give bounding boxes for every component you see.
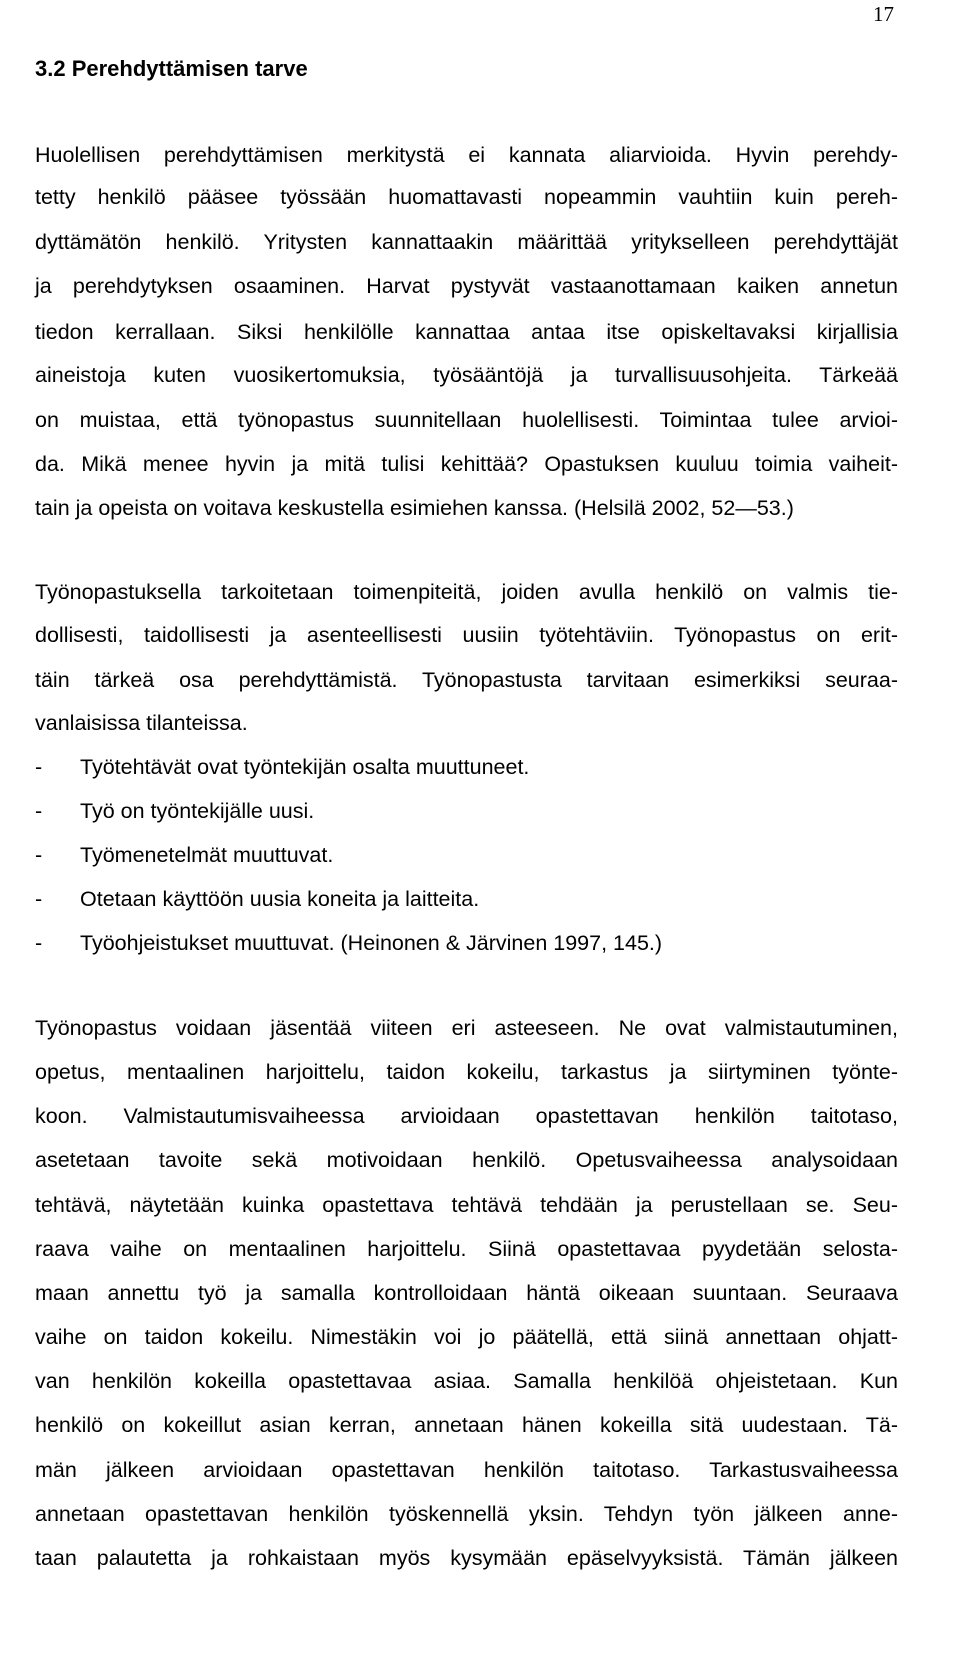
paragraph-line: tehtävä, näytetään kuinka opastettava tehtävä tehdään ja perustellaan se. Seu-: [35, 1193, 898, 1217]
paragraph-line: opetus, mentaalinen harjoittelu, taidon kokeilu, tarkastus ja siirtyminen työnte-: [35, 1060, 898, 1084]
paragraph-line: van henkilön kokeilla opastettavaa asiaa. Samalla henkilöä ohjeistetaan. Kun: [35, 1369, 898, 1393]
paragraph-line: maan annettu työ ja samalla kontrolloidaan häntä oikeaan suuntaan. Seuraava: [35, 1281, 898, 1305]
paragraph-line: raava vaihe on mentaalinen harjoittelu. Siinä opastettavaa pyydetään selosta-: [35, 1237, 898, 1261]
paragraph-line: ja perehdytyksen osaaminen. Harvat pystyvät vastaanottamaan kaiken annetun: [35, 274, 898, 298]
list-item: [35, 929, 662, 957]
list-dash: -: [35, 755, 43, 779]
paragraph-line: on muistaa, että työnopastus suunnitellaan huolellisesti. Toimintaa tulee arvioi-: [35, 408, 898, 432]
paragraph-line: täin tärkeä osa perehdyttämistä. Työnopastusta tarvitaan esimerkiksi seuraa-: [35, 668, 898, 692]
paragraph-line: Työnopastuksella tarkoitetaan toimenpiteitä, joiden avulla henkilö on valmis tie-: [35, 580, 898, 604]
list-item-text: Työtehtävät ovat työntekijän osalta muuttuneet.: [80, 755, 530, 779]
paragraph-line: dollisesti, taidollisesti ja asenteellisesti uusiin työtehtäviin. Työnopastus on erit-: [35, 623, 898, 647]
paragraph-line: taan palautetta ja rohkaistaan myös kysymään epäselvyyksistä. Tämän jälkeen: [35, 1546, 898, 1570]
paragraph-line: tiedon kerrallaan. Siksi henkilölle kannattaa antaa itse opiskeltavaksi kirjallisia: [35, 320, 898, 344]
list-item: [35, 885, 479, 913]
paragraph-line: da. Mikä menee hyvin ja mitä tulisi kehittää? Opastuksen kuuluu toimia vaiheit-: [35, 452, 898, 476]
paragraph-line: dyttämätön henkilö. Yritysten kannattaakin määrittää yritykselleen perehdyttäjät: [35, 230, 898, 254]
list-item-text: Otetaan käyttöön uusia koneita ja laitteita.: [80, 887, 480, 911]
paragraph-line: vaihe on taidon kokeilu. Nimestäkin voi jo päätellä, että siinä annettaan ohjatt-: [35, 1325, 898, 1349]
paragraph-line: asetetaan tavoite sekä motivoidaan henkilö. Opetusvaiheessa analysoidaan: [35, 1148, 898, 1172]
paragraph-line: vanlaisissa tilanteissa.: [35, 711, 248, 735]
list-dash: -: [35, 931, 43, 955]
paragraph-line: Huolellisen perehdyttämisen merkitystä ei kannata aliarvioida. Hyvin perehdy-: [35, 143, 898, 167]
paragraph-line: Työnopastus voidaan jäsentää viiteen eri asteeseen. Ne ovat valmistautuminen,: [35, 1016, 898, 1040]
list-item-text: Työmenetelmät muuttuvat.: [80, 843, 334, 867]
paragraph-line: henkilö on kokeillut asian kerran, annetaan hänen kokeilla sitä uudestaan. Tä-: [35, 1413, 898, 1437]
list-dash: -: [35, 887, 43, 911]
page-number: 17: [873, 2, 894, 26]
list-item: [35, 753, 529, 781]
list-item-text: Työ on työntekijälle uusi.: [80, 799, 315, 823]
paragraph-line: tetty henkilö pääsee työssään huomattavasti nopeammin vauhtiin kuin pereh-: [35, 185, 898, 209]
list-dash: -: [35, 843, 43, 867]
list-item: [35, 797, 314, 825]
paragraph-line: aineistoja kuten vuosikertomuksia, työsääntöjä ja turvallisuusohjeita. Tärkeää: [35, 363, 898, 387]
list-item: [35, 841, 333, 869]
paragraph-line: män jälkeen arvioidaan opastettavan henkilön taitotaso. Tarkastusvaiheessa: [35, 1458, 898, 1482]
paragraph-line: tain ja opeista on voitava keskustella esimiehen kanssa. (Helsilä 2002, 52—53.): [35, 496, 794, 520]
paragraph-line: annetaan opastettavan henkilön työskennellä yksin. Tehdyn työn jälkeen anne-: [35, 1502, 898, 1526]
section-heading: 3.2 Perehdyttämisen tarve: [35, 56, 308, 81]
list-dash: -: [35, 799, 43, 823]
paragraph-line: koon. Valmistautumisvaiheessa arvioidaan opastettavan henkilön taitotaso,: [35, 1104, 898, 1128]
list-item-text: Työohjeistukset muuttuvat. (Heinonen & Järvinen 1997, 145.): [80, 931, 663, 955]
